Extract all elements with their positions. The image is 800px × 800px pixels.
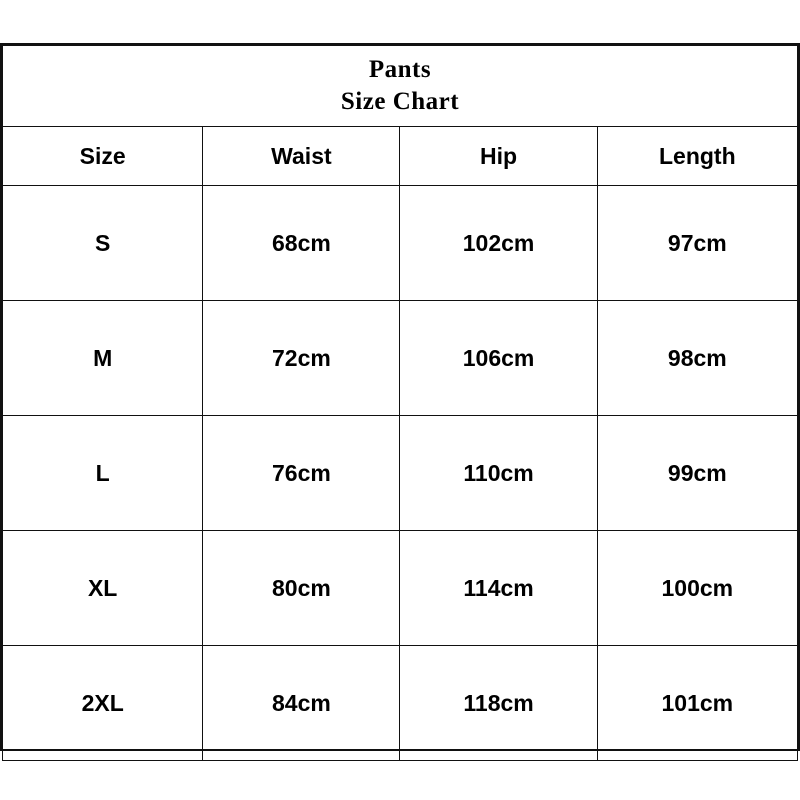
cell-size: XL: [3, 531, 203, 646]
cell-length: 100cm: [597, 531, 797, 646]
size-chart-container: [0, 43, 800, 751]
chart-title-line-1: Pants: [368, 56, 432, 83]
cell-length: 99cm: [597, 416, 797, 531]
table-row: [3, 186, 798, 301]
cell-hip: 110cm: [400, 416, 597, 531]
table-row: [3, 531, 798, 646]
cell-hip: 102cm: [400, 186, 597, 301]
cell-size: S: [3, 186, 203, 301]
cell-hip: 114cm: [400, 531, 597, 646]
cell-hip: 118cm: [400, 646, 597, 761]
cell-length: 97cm: [597, 186, 797, 301]
cell-waist: 84cm: [203, 646, 400, 761]
chart-title-line-2: Size Chart: [340, 88, 460, 115]
cell-waist: 76cm: [203, 416, 400, 531]
column-header-waist: Waist: [203, 127, 400, 186]
cell-length: 98cm: [597, 301, 797, 416]
cell-length: 101cm: [597, 646, 797, 761]
cell-waist: 80cm: [203, 531, 400, 646]
cell-waist: 72cm: [203, 301, 400, 416]
column-header-length: Length: [597, 127, 797, 186]
cell-size: L: [3, 416, 203, 531]
table-row: [3, 416, 798, 531]
cell-waist: 68cm: [203, 186, 400, 301]
cell-size: 2XL: [3, 646, 203, 761]
table-row: [3, 646, 798, 761]
size-chart-table: [2, 45, 798, 761]
table-row: [3, 301, 798, 416]
cell-hip: 106cm: [400, 301, 597, 416]
chart-title: [3, 46, 798, 127]
table-header-row: [3, 127, 798, 186]
table-title-row: [3, 46, 798, 127]
cell-size: M: [3, 301, 203, 416]
column-header-size: Size: [3, 127, 203, 186]
column-header-hip: Hip: [400, 127, 597, 186]
